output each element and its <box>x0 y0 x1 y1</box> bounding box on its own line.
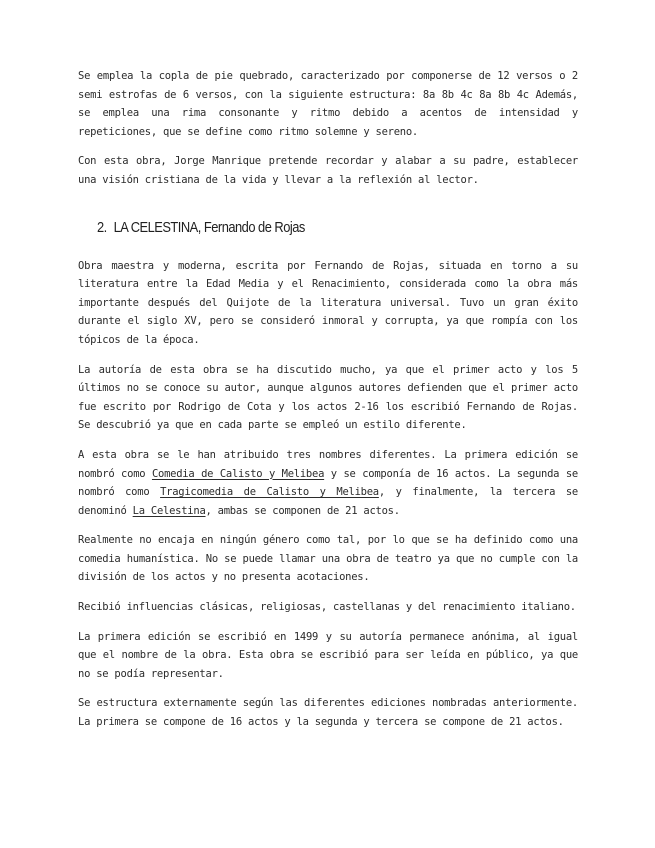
paragraph-overview: Obra maestra y moderna, escrita por Fernando de Rojas, situada en torno a su literatura entre la Edad Media y el Renacimiento, considerada como la obra más importante después del Quijote de la literatura universal. Tuvo un gran éxito durante el siglo XV, pero se consideró inmoral y corrupta, ya que rompía con los tópicos de la época. <box>78 259 578 346</box>
section-number: 2. <box>97 218 107 236</box>
text-fragment: y se componía de 16 actos. La segunda se nombró como <box>78 467 578 499</box>
paragraph-titles <box>78 446 578 520</box>
text-fragment: , ambas se componen de 21 actos. <box>205 504 400 517</box>
paragraph-first-edition: La primera edición se escribió en 1499 y su autoría permanece anónima, al igual que el nombre de la obra. Esta obra se escribió para ser leída en público, ya que no se podía representar. <box>78 630 578 680</box>
text-fragment: A esta obra se le han atribuido tres nombres diferentes. La primera edición se nombró como <box>78 448 578 480</box>
section-title: LA CELESTINA, Fernando de Rojas <box>113 218 305 236</box>
intro-paragraph-purpose: Con esta obra, Jorge Manrique pretende recordar y alabar a su padre, establecer una visión cristiana de la vida y llevar a la reflexión al lector. <box>78 155 578 186</box>
paragraph-authorship: La autoría de esta obra se ha discutido mucho, ya que el primer acto y los 5 últimos no se conoce su autor, aunque algunos autores defienden que el primer acto fue escrito por Rodrigo de Cota y los actos 2-16 los escribió Fernando de Rojas. Se descubrió ya que en cada parte se empleó un estilo diferente. <box>78 363 578 432</box>
intro-paragraph-metrics: Se emplea la copla de pie quebrado, caracterizado por componerse de 12 versos o 2 semi estrofas de 6 versos, con la siguiente estructura: 8a 8b 4c 8a 8b 4c Además, se emplea una rima consonante y ritmo debido a acentos de intensidad y repeticiones, que se define como ritmo solemne y sereno. <box>78 70 578 138</box>
paragraph-structure: Se estructura externamente según las diferentes ediciones nombradas anteriormente. La primera se compone de 16 actos y la segunda y tercera se compone de 21 actos. <box>78 697 578 729</box>
work-title-tragicomedia: Tragicomedia de Calisto y Melibea <box>160 486 379 499</box>
work-title-celestina: La Celestina <box>132 504 206 517</box>
work-title-comedia: Comedia de Calisto y Melibea <box>151 467 325 480</box>
document-body <box>78 67 578 743</box>
paragraph-influences: Recibió influencias clásicas, religiosas, castellanas y del renacimiento italiano. <box>78 601 576 614</box>
paragraph-genre: Realmente no encaja en ningún género como tal, por lo que se ha definido como una comedia humanística. No se puede llamar una obra de teatro ya que no cumple con la división de los actos y no presenta acotaciones. <box>78 534 578 584</box>
text-fragment: , y finalmente, la tercera se denominó <box>78 486 578 517</box>
section-heading <box>97 218 511 238</box>
